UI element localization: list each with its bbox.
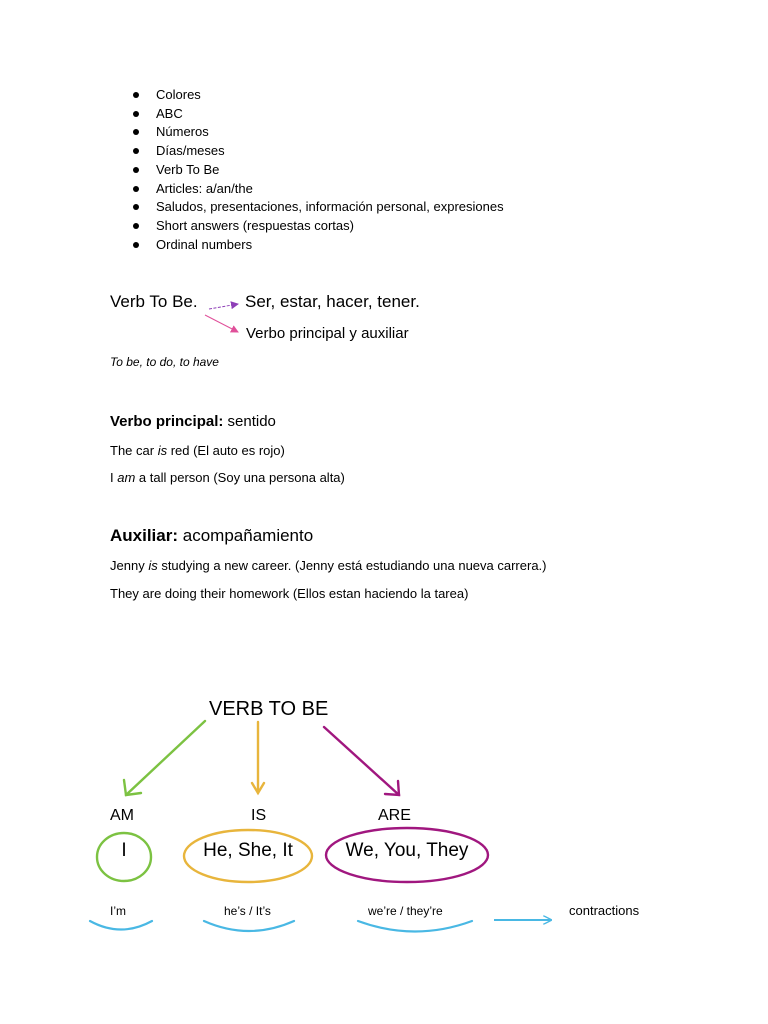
text: red (El auto es rojo)	[167, 443, 285, 458]
circle-we-you-they	[326, 828, 488, 882]
auxiliar-example-2: They are doing their homework (Ellos estan haciendo la tarea)	[110, 586, 469, 601]
text: The car	[110, 443, 158, 458]
list-item: Articles: a/an/the	[130, 180, 504, 199]
list-item: Números	[130, 123, 504, 142]
list-item: Verb To Be	[130, 161, 504, 180]
arrow-to-role	[205, 315, 238, 332]
text: Jenny	[110, 558, 149, 573]
underline-im	[90, 921, 152, 930]
contraction-hes: he’s / It’s	[224, 904, 271, 918]
arrow-are	[324, 727, 399, 795]
form-is: IS	[251, 807, 267, 824]
form-am: AM	[110, 807, 134, 824]
contractions-label: contractions	[569, 903, 640, 918]
verb-to-be-role: Verbo principal y auxiliar	[246, 325, 409, 342]
verb: am	[117, 470, 136, 485]
contraction-im: I’m	[110, 904, 126, 918]
form-are: ARE	[378, 807, 411, 824]
pronoun-i: I	[121, 840, 127, 861]
diagram-title: VERB TO BE	[209, 698, 329, 720]
arrow-is	[252, 722, 264, 793]
list-item: Días/meses	[130, 142, 504, 161]
verb: is	[148, 558, 158, 573]
list-item: Short answers (respuestas cortas)	[130, 217, 504, 236]
principal-desc: sentido	[227, 413, 276, 430]
list-item: Ordinal numbers	[130, 236, 504, 255]
auxiliar-desc: acompañamiento	[182, 526, 314, 545]
verb-to-be-meaning: Ser, estar, hacer, tener.	[245, 292, 420, 311]
contraction-were: we’re / they’re	[368, 904, 443, 918]
principal-heading: Verbo principal:	[110, 413, 224, 430]
verb-to-be-examples: To be, to do, to have	[110, 355, 219, 369]
pronoun-he-she-it: He, She, It	[203, 840, 293, 861]
pronoun-we-you-they: We, You, They	[345, 840, 469, 861]
verb: is	[157, 443, 168, 458]
circle-i	[97, 833, 151, 881]
underline-were	[358, 921, 472, 932]
arrow-to-meaning	[209, 304, 238, 309]
circle-he-she-it	[184, 830, 312, 882]
text: a tall person (Soy una persona alta)	[135, 470, 345, 485]
arrow-am	[124, 721, 205, 795]
auxiliar-heading: Auxiliar:	[110, 526, 179, 545]
verb-to-be-label: Verb To Be.	[110, 292, 198, 311]
text: I	[110, 470, 118, 485]
underline-hes	[204, 921, 294, 931]
list-item: Saludos, presentaciones, información personal, expresiones	[130, 198, 504, 217]
list-item: ABC	[130, 105, 504, 124]
list-item: Colores	[130, 86, 504, 105]
text: studying a new career. (Jenny está estudiando una nueva carrera.)	[157, 558, 547, 573]
